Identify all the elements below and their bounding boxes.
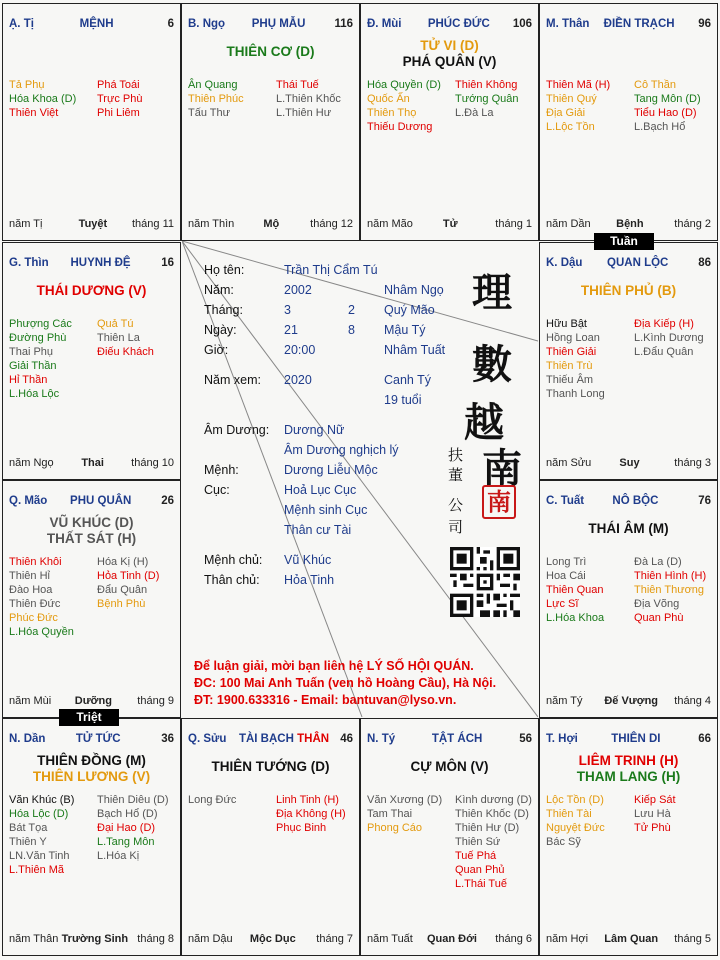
cuc-value: Hoả Lục Cục — [284, 483, 357, 497]
minor-star: Thiên Khôi — [9, 556, 62, 568]
minor-star: Thiếu Âm — [546, 374, 594, 386]
palace-year: năm Thìn — [188, 218, 235, 230]
minor-star: Kiếp Sát — [634, 794, 676, 806]
palace-year: năm Dậu — [188, 933, 233, 945]
minor-star: Thiên Phúc — [188, 93, 244, 105]
calligraphy-char-1: 理 — [472, 269, 512, 316]
minor-star: Thiên Trù — [546, 360, 593, 372]
palace-branch: Đ. Mùi — [367, 18, 402, 30]
minor-star: Thiên La — [97, 332, 140, 344]
minor-star: Ân Quang — [188, 79, 238, 91]
palace-stage: Tuyệt — [78, 218, 108, 230]
minor-star: Bát Tọa — [9, 822, 48, 834]
minor-star: L.Kình Dương — [634, 332, 704, 344]
minor-stars-left — [367, 78, 441, 134]
minor-star: Phong Cáo — [367, 822, 423, 834]
palace-name: PHÚC ĐỨC — [427, 18, 490, 30]
gio-label: Giờ: — [204, 343, 229, 357]
minor-stars-left — [546, 555, 604, 625]
palace-number: 26 — [161, 495, 174, 507]
minor-star: Linh Tinh (H) — [276, 794, 339, 806]
palace-month: tháng 4 — [674, 695, 711, 707]
minor-star: Hóa Khoa (D) — [9, 93, 77, 105]
minor-star: Cô Thần — [634, 79, 676, 91]
small-calli-4: 司 — [448, 518, 464, 536]
minor-stars-right — [97, 555, 159, 611]
palace-number: 46 — [340, 733, 353, 745]
ngay-value: 21 — [284, 323, 298, 337]
minor-star: Tả Phụ — [9, 79, 45, 91]
main-star: THẤT SÁT (H) — [46, 531, 137, 546]
triet-badge: Triệt — [59, 709, 119, 726]
minor-star: Quan Phù — [634, 612, 684, 624]
thang-can-chi: Quý Mão — [384, 303, 435, 317]
minor-star: L.Thái Tuế — [455, 878, 507, 890]
minor-star: Địa Không (H) — [276, 808, 346, 820]
minor-star: Thiên Hình (H) — [634, 570, 707, 582]
minor-star: Phượng Các — [9, 318, 72, 330]
palace-name: MỆNH — [79, 18, 114, 30]
palace-year: năm Mão — [367, 218, 413, 230]
minor-star: Tuế Phá — [455, 850, 497, 862]
nam-label: Năm: — [204, 283, 234, 297]
minor-star: L.Hóa Lộc — [9, 388, 60, 400]
palace-suu[interactable] — [181, 718, 360, 956]
minor-star: Lực Sĩ — [546, 598, 579, 610]
palace-month: tháng 6 — [495, 933, 532, 945]
palace-stage: Quan Đới — [427, 933, 477, 945]
palace-branch: B. Ngọ — [188, 18, 226, 30]
minor-stars-left — [9, 555, 74, 639]
thang-label: Tháng: — [204, 303, 243, 317]
minor-star: LN.Văn Tinh — [9, 850, 70, 862]
calligraphy-char-3: 越 — [464, 399, 504, 446]
am-duong-value: Dương Nữ — [284, 423, 345, 437]
palace-number: 6 — [167, 18, 174, 30]
ho-ten-label: Họ tên: — [204, 263, 245, 277]
menh-value: Dương Liễu Mộc — [284, 463, 378, 477]
palace-than[interactable] — [539, 3, 718, 241]
minor-star: Thiên Quan — [546, 584, 604, 596]
palace-year: năm Ngọ — [9, 457, 54, 469]
main-star: PHÁ QUÂN (V) — [402, 54, 497, 69]
palace-branch: Q. Mão — [9, 495, 48, 507]
palace-name: TỬ TỨC — [75, 733, 121, 745]
minor-star: Thai Phụ — [9, 346, 54, 358]
palace-month: tháng 2 — [674, 218, 711, 230]
minor-star: Tam Thai — [367, 808, 413, 820]
palace-name: TÀI BẠCH THÂN — [238, 733, 330, 745]
minor-star: Thiên Đức — [9, 598, 61, 610]
minor-star: Địa Giải — [546, 107, 586, 119]
minor-stars-right — [634, 317, 704, 359]
minor-star: Hỏa Tinh (D) — [97, 570, 160, 582]
menh-label: Mệnh: — [204, 463, 239, 477]
minor-stars-left — [9, 317, 72, 401]
palace-name: QUAN LỘC — [607, 257, 669, 269]
palace-year: năm Tị — [9, 218, 43, 230]
minor-star: L.Hóa Quyền — [9, 626, 74, 638]
palace-branch: K. Dậu — [546, 257, 583, 269]
menh-chu-label: Mệnh chủ: — [204, 553, 263, 567]
small-calli-2: 董 — [448, 466, 464, 484]
palace-ti[interactable] — [2, 3, 181, 241]
thang-value: 3 — [284, 303, 291, 317]
main-star: THÁI ÂM (M) — [588, 521, 669, 536]
minor-star: Long Trì — [546, 556, 587, 568]
minor-stars-right — [634, 78, 701, 134]
menh-chu-value: Vũ Khúc — [284, 553, 332, 567]
palace-number: 76 — [698, 495, 711, 507]
minor-star: Phục Binh — [276, 822, 327, 834]
main-star: THIÊN PHỦ (B) — [580, 283, 677, 298]
minor-star: Thiếu Dương — [367, 121, 433, 133]
minor-star: L.Thiên Khốc — [276, 93, 341, 105]
palace-stage: Suy — [619, 457, 640, 469]
minor-star: Lộc Tồn (D) — [546, 794, 604, 806]
minor-stars-right — [276, 793, 346, 835]
small-calli-1: 扶 — [448, 446, 464, 464]
calligraphy-char-4: 南 — [482, 445, 522, 492]
minor-stars-right — [97, 793, 169, 863]
main-star: TỬ VI (D) — [420, 38, 479, 53]
nam-xem-can-chi: Canh Tý — [384, 373, 432, 387]
palace-number: 86 — [698, 257, 711, 269]
minor-star: Văn Xương (D) — [367, 794, 443, 806]
minor-stars-right — [634, 555, 706, 625]
minor-star: Thiên Diêu (D) — [97, 794, 169, 806]
red-seal: 南 — [482, 485, 516, 519]
palace-stage: Tử — [442, 218, 458, 230]
main-star: CỰ MÔN (V) — [410, 759, 489, 774]
palace-month: tháng 3 — [674, 457, 711, 469]
cuc-relation: Mệnh sinh Cục — [284, 503, 368, 517]
palace-name: THIÊN DI — [611, 733, 661, 745]
palace-stage: Đế Vượng — [604, 695, 659, 707]
minor-star: Thiên Khốc (D) — [455, 808, 529, 820]
palace-name: PHU QUÂN — [70, 495, 132, 507]
minor-star: Đường Phù — [9, 332, 67, 344]
qr-code-icon[interactable] — [450, 547, 520, 617]
palace-branch: Ạ. Tị — [9, 18, 34, 30]
palace-name: NÔ BỘC — [612, 495, 659, 507]
minor-star: L.Đà La — [455, 107, 494, 119]
minor-star: Bệnh Phù — [97, 598, 146, 610]
minor-star: Phúc Đức — [9, 612, 58, 624]
palace-branch: T. Hợi — [546, 733, 578, 745]
palace-year: năm Sửu — [546, 457, 592, 469]
main-star: THIÊN CƠ (D) — [226, 44, 315, 59]
minor-star: Tiểu Hao (D) — [634, 107, 697, 119]
minor-star: Nguyệt Đức — [546, 822, 605, 834]
palace-month: tháng 7 — [316, 933, 353, 945]
minor-star: Thiên Giải — [546, 346, 597, 358]
palace-tuat[interactable] — [539, 480, 718, 718]
main-star: VŨ KHÚC (D) — [49, 515, 134, 530]
minor-star: Bác Sỹ — [546, 836, 581, 848]
minor-star: L.Hóa Kị — [97, 850, 140, 862]
than-marker: THÂN — [297, 733, 330, 745]
palace-hoi[interactable] — [539, 718, 718, 956]
minor-star: Thiên Tài — [546, 808, 592, 820]
palace-ngo[interactable] — [181, 3, 360, 241]
palace-branch: Q. Sửu — [188, 733, 227, 745]
palace-dau[interactable] — [539, 242, 718, 480]
calligraphy-char-2: 數 — [472, 341, 512, 388]
minor-star: L.Bạch Hổ — [634, 121, 686, 133]
main-star: THÁI DƯƠNG (V) — [36, 283, 147, 298]
minor-stars-left — [367, 793, 442, 835]
palace-year: năm Dần — [546, 218, 591, 230]
palace-month: tháng 1 — [495, 218, 532, 230]
minor-star: Tử Phù — [634, 822, 671, 834]
minor-stars-left — [546, 793, 605, 849]
center-info-panel — [182, 241, 538, 717]
palace-branch: N. Tý — [367, 733, 396, 745]
nam-xem-label: Năm xem: — [204, 373, 261, 387]
minor-star: Văn Khúc (B) — [9, 794, 75, 806]
ngay-can-chi: Mậu Tý — [384, 323, 426, 337]
minor-star: Đại Hao (D) — [97, 822, 156, 834]
palace-ty[interactable] — [360, 718, 539, 956]
palace-number: 56 — [519, 733, 532, 745]
palace-number: 96 — [698, 18, 711, 30]
minor-stars-right — [634, 793, 676, 835]
minor-star: Trực Phù — [97, 93, 143, 105]
minor-stars-left — [546, 317, 605, 401]
palace-stage: Dưỡng — [74, 695, 112, 707]
minor-star: L.Thiên Hư — [276, 107, 332, 119]
contact-line-1: Để luận giải, mời bạn liên hệ LÝ SỐ HỘI QUÁN. — [194, 659, 474, 673]
nam-can-chi: Nhâm Ngọ — [384, 283, 444, 297]
minor-star: Phá Toái — [97, 79, 140, 91]
main-star: THIÊN ĐỒNG (M) — [37, 753, 146, 768]
palace-number: 116 — [334, 18, 353, 30]
minor-star: L.Lộc Tồn — [546, 121, 595, 133]
minor-star: Thiên Hỉ — [9, 570, 50, 582]
ho-ten-value: Trần Thị Cẩm Tú — [284, 263, 378, 277]
tuoi-value: 19 tuổi — [384, 393, 422, 407]
cuc-label: Cục: — [204, 483, 230, 497]
main-star: THIÊN TƯỚNG (D) — [211, 759, 330, 774]
minor-star: Hoa Cái — [546, 570, 586, 582]
palace-stage: Bệnh — [616, 218, 644, 230]
minor-star: Hữu Bật — [546, 318, 587, 330]
minor-star: Thái Tuế — [276, 79, 319, 91]
palace-year: năm Tý — [546, 695, 583, 707]
minor-star: Tấu Thư — [188, 107, 231, 119]
minor-star: Địa Võng — [634, 598, 680, 610]
nam-xem-value: 2020 — [284, 373, 312, 387]
minor-star: Điếu Khách — [97, 346, 154, 358]
minor-stars-left — [9, 78, 76, 120]
gio-can-chi: Nhâm Tuất — [384, 343, 446, 357]
palace-name: ĐIỀN TRẠCH — [603, 18, 675, 30]
palace-stage: Thai — [81, 457, 104, 469]
minor-star: Thiên Không — [455, 79, 518, 91]
palace-branch: G. Thìn — [9, 257, 49, 269]
minor-star: Thiên Quý — [546, 93, 597, 105]
than-chu-value: Hỏa Tinh — [284, 573, 335, 587]
ngay-am: 8 — [348, 323, 355, 337]
main-star: THAM LANG (H) — [576, 769, 681, 784]
palace-name: PHỤ MẪU — [251, 18, 306, 30]
palace-number: 66 — [698, 733, 711, 745]
minor-star: Giải Thần — [9, 360, 57, 372]
minor-stars-right — [97, 317, 154, 359]
minor-star: Thiên Việt — [9, 107, 59, 119]
minor-star: Thiên Thọ — [367, 107, 417, 119]
palace-stage: Lâm Quan — [604, 933, 659, 945]
minor-star: Địa Kiếp (H) — [634, 318, 694, 330]
minor-stars-left — [188, 793, 236, 807]
minor-star: Quốc Ấn — [367, 93, 410, 105]
minor-star: Kình dương (D) — [455, 794, 532, 806]
minor-star: L.Tang Môn — [97, 836, 155, 848]
palace-month: tháng 11 — [131, 218, 174, 230]
minor-stars-right — [455, 78, 519, 120]
contact-line-2: ĐC: 100 Mai Anh Tuấn (ven hồ Hoàng Cầu), Hà Nội. — [194, 676, 497, 690]
gio-value: 20:00 — [284, 343, 316, 357]
minor-star: L.Đẩu Quân — [634, 346, 694, 358]
palace-mao[interactable] — [2, 480, 181, 718]
minor-star: Tang Môn (D) — [634, 93, 701, 105]
am-duong-label: Âm Dương: — [204, 423, 270, 437]
minor-star: Phi Liêm — [97, 107, 140, 119]
minor-star: Đào Hoa — [9, 584, 53, 596]
palace-month: tháng 5 — [674, 933, 711, 945]
than-cu: Thân cư Tài — [284, 523, 352, 537]
palace-number: 36 — [161, 733, 174, 745]
minor-stars-right — [97, 78, 142, 120]
palace-stage: Mộ — [263, 218, 280, 230]
palace-year: năm Thân — [9, 933, 59, 945]
palace-stage: Trường Sinh — [61, 933, 129, 945]
minor-stars-left — [188, 78, 244, 120]
main-star: LIÊM TRINH (H) — [578, 753, 679, 768]
thang-am: 2 — [348, 303, 355, 317]
minor-star: Long Đức — [188, 794, 237, 806]
minor-star: Tướng Quân — [455, 93, 519, 105]
ngay-label: Ngày: — [204, 323, 237, 337]
minor-star: L.Hóa Khoa — [546, 612, 605, 624]
minor-star: Thiên Mã (H) — [546, 79, 611, 91]
palace-name: TẬT ÁCH — [431, 733, 483, 745]
palace-stage: Mộc Dục — [249, 933, 296, 945]
minor-star: Thiên Thương — [634, 584, 705, 596]
palace-branch: C. Tuất — [546, 495, 585, 507]
minor-star: Thiên Sứ — [455, 836, 501, 848]
minor-star: Lưu Hà — [634, 808, 671, 820]
minor-star: Hồng Loan — [546, 332, 600, 344]
palace-month: tháng 9 — [137, 695, 174, 707]
minor-star: Hóa Lộc (D) — [9, 808, 69, 820]
palace-year: năm Hợi — [546, 933, 589, 945]
palace-dan[interactable] — [2, 718, 181, 956]
palace-month: tháng 12 — [310, 218, 353, 230]
minor-star: Hóa Quyền (D) — [367, 79, 441, 91]
minor-stars-left — [9, 793, 74, 877]
minor-star: Hóa Kị (H) — [97, 556, 149, 568]
palace-branch: N. Dần — [9, 733, 46, 745]
contact-line-3[interactable]: ĐT: 1900.633316 - Email: bantuvan@lyso.vn. — [194, 693, 457, 707]
palace-branch: M. Thân — [546, 18, 590, 30]
minor-star: Quả Tú — [97, 318, 134, 330]
minor-star: Đà La (D) — [634, 556, 682, 568]
minor-star: Quan Phủ — [455, 864, 505, 876]
palace-month: tháng 8 — [137, 933, 174, 945]
minor-star: Bạch Hổ (D) — [97, 808, 158, 820]
palace-year: năm Mùi — [9, 695, 52, 707]
small-calli-3: 公 — [448, 496, 464, 514]
am-duong-note: Âm Dương nghịch lý — [284, 443, 399, 457]
palace-name: HUYNH ĐỆ — [70, 257, 131, 269]
minor-star: L.Thiên Mã — [9, 864, 65, 876]
main-star: THIÊN LƯƠNG (V) — [32, 769, 151, 784]
palace-mui[interactable] — [360, 3, 539, 241]
nam-value: 2002 — [284, 283, 312, 297]
tuan-badge: Tuần — [594, 233, 654, 250]
palace-number: 106 — [512, 18, 532, 30]
palace-number: 16 — [161, 257, 174, 269]
minor-star: Thiên Y — [9, 836, 47, 848]
minor-stars-left — [546, 78, 610, 134]
minor-stars-right — [455, 793, 532, 891]
palace-thin[interactable] — [2, 242, 181, 480]
minor-star: Thanh Long — [546, 388, 605, 400]
palace-month: tháng 10 — [131, 457, 174, 469]
minor-star: Thiên Hư (D) — [455, 822, 520, 834]
palace-year: năm Tuất — [367, 933, 413, 945]
minor-star: Đẩu Quân — [97, 584, 148, 596]
minor-star: Hỉ Thần — [9, 374, 48, 386]
than-chu-label: Thân chủ: — [204, 573, 260, 587]
minor-stars-right — [276, 78, 341, 120]
